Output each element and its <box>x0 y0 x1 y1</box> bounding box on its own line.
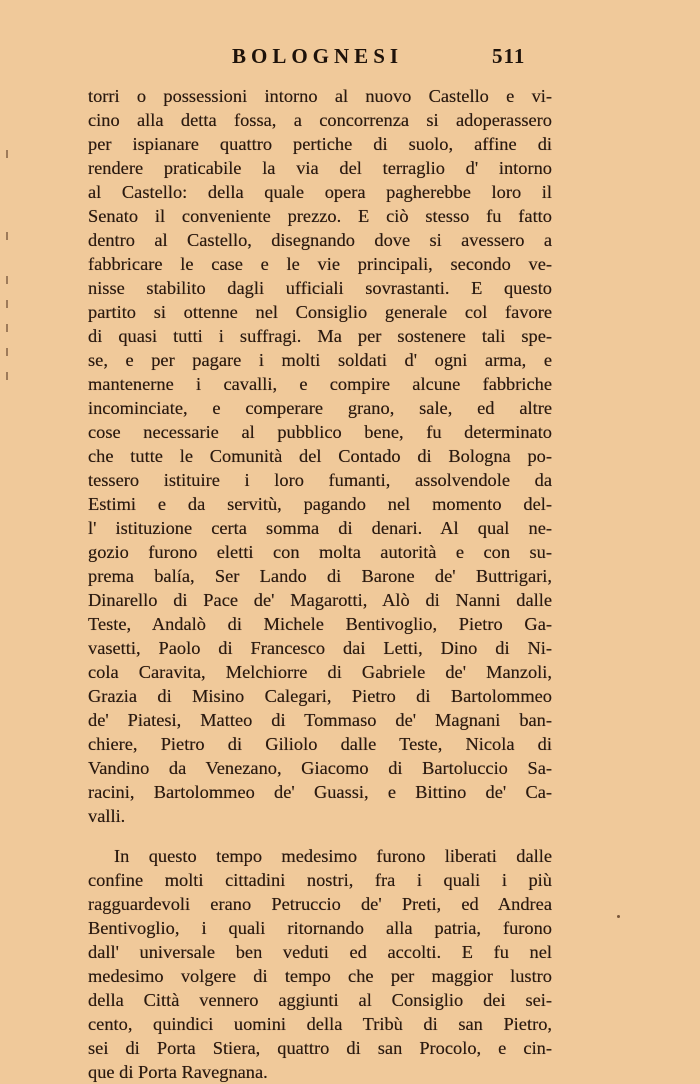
text-line: cino alla detta fossa, a concorrenza si adoperassero <box>88 110 552 130</box>
ink-speck <box>617 915 620 918</box>
margin-mark <box>6 232 8 240</box>
text-line: chiere, Pietro di Giliolo dalle Teste, Nicola di <box>88 734 552 754</box>
running-title: BOLOGNESI <box>232 44 404 68</box>
text-line: Teste, Andalò di Michele Bentivoglio, Pietro Ga- <box>88 614 552 634</box>
text-line: Estimi e da servitù, pagando nel momento del- <box>88 494 552 514</box>
text-line: cento, quindici uomini della Tribù di san Pietro, <box>88 1014 552 1034</box>
page-number: 511 <box>492 44 526 68</box>
text-line: Bentivoglio, i quali ritornando alla patria, furono <box>88 918 552 938</box>
text-line: della Città vennero aggiunti al Consiglio dei sei- <box>88 990 552 1010</box>
text-line: dentro al Castello, disegnando dove si avessero a <box>88 230 552 250</box>
paragraph-1 <box>88 84 552 828</box>
margin-mark <box>6 150 8 158</box>
text-line: che tutte le Comunità del Contado di Bologna po- <box>88 446 552 466</box>
text-line: Grazia di Misino Calegari, Pietro di Bartolommeo <box>88 686 552 706</box>
margin-mark <box>6 372 8 380</box>
text-line: Senato il conveniente prezzo. E ciò stesso fu fatto <box>88 206 552 226</box>
text-line: gozio furono eletti con molta autorità e con su- <box>88 542 552 562</box>
text-line: cose necessarie al pubblico bene, fu determinato <box>88 422 552 442</box>
show-through-text <box>88 828 552 844</box>
text-line: mantenerne i cavalli, e compire alcune fabbriche <box>88 374 552 394</box>
text-line: Vandino da Venezano, Giacomo di Bartoluccio Sa- <box>88 758 552 778</box>
text-line: racini, Bartolommeo de' Guassi, e Bittino de' Ca- <box>88 782 552 802</box>
margin-mark <box>6 300 8 308</box>
text-line: valli. <box>88 806 126 826</box>
margin-mark <box>6 324 8 332</box>
text-line: In questo tempo medesimo furono liberati dalle <box>114 846 552 866</box>
text-line: nisse stabilito dagli ufficiali sovrastanti. E questo <box>88 278 552 298</box>
text-line: di quasi tutti i suffragi. Ma per sostenere tali spe- <box>88 326 552 346</box>
text-line: confine molti cittadini nostri, fra i quali i più <box>88 870 552 890</box>
text-line: l' istituzione certa somma di denari. Al qual ne- <box>88 518 552 538</box>
text-line: fabbricare le case e le vie principali, secondo ve- <box>88 254 552 274</box>
text-line: vasetti, Paolo di Francesco dai Letti, Dino di Ni- <box>88 638 552 658</box>
margin-marks <box>6 150 12 390</box>
text-line: que di Porta Ravegnana. <box>88 1062 268 1082</box>
text-line: torri o possessioni intorno al nuovo Castello e vi- <box>88 86 552 106</box>
text-line: de' Piatesi, Matteo di Tommaso de' Magnani ban- <box>88 710 552 730</box>
text-line: sei di Porta Stiera, quattro di san Procolo, e cin- <box>88 1038 552 1058</box>
text-line: ragguardevoli erano Petruccio de' Preti, ed Andrea <box>88 894 552 914</box>
text-line: rendere praticabile la via del terraglio d' intorno <box>88 158 552 178</box>
text-line: dall' universale ben veduti ed accolti. E fu nel <box>88 942 552 962</box>
text-line: incominciate, e comperare grano, sale, ed altre <box>88 398 552 418</box>
margin-mark <box>6 348 8 356</box>
text-line: prema balía, Ser Lando di Barone de' Buttrigari, <box>88 566 552 586</box>
text-line: medesimo volgere di tempo che per maggior lustro <box>88 966 552 986</box>
paragraph-2 <box>88 844 552 1084</box>
margin-mark <box>6 276 8 284</box>
text-line: Dinarello di Pace de' Magarotti, Alò di Nanni dalle <box>88 590 552 610</box>
running-head <box>0 44 700 74</box>
text-line: cola Caravita, Melchiorre di Gabriele de' Manzoli, <box>88 662 552 682</box>
text-line: tessero istituire i loro fumanti, assolvendole da <box>88 470 552 490</box>
text-line: per ispianare quattro pertiche di suolo, affine di <box>88 134 552 154</box>
text-line: al Castello: della quale opera pagherebbe loro il <box>88 182 552 202</box>
body-text <box>88 84 552 1084</box>
text-line: partito si ottenne nel Consiglio generale col favore <box>88 302 552 322</box>
text-line: se, e per pagare i molti soldati d' ogni arma, e <box>88 350 552 370</box>
